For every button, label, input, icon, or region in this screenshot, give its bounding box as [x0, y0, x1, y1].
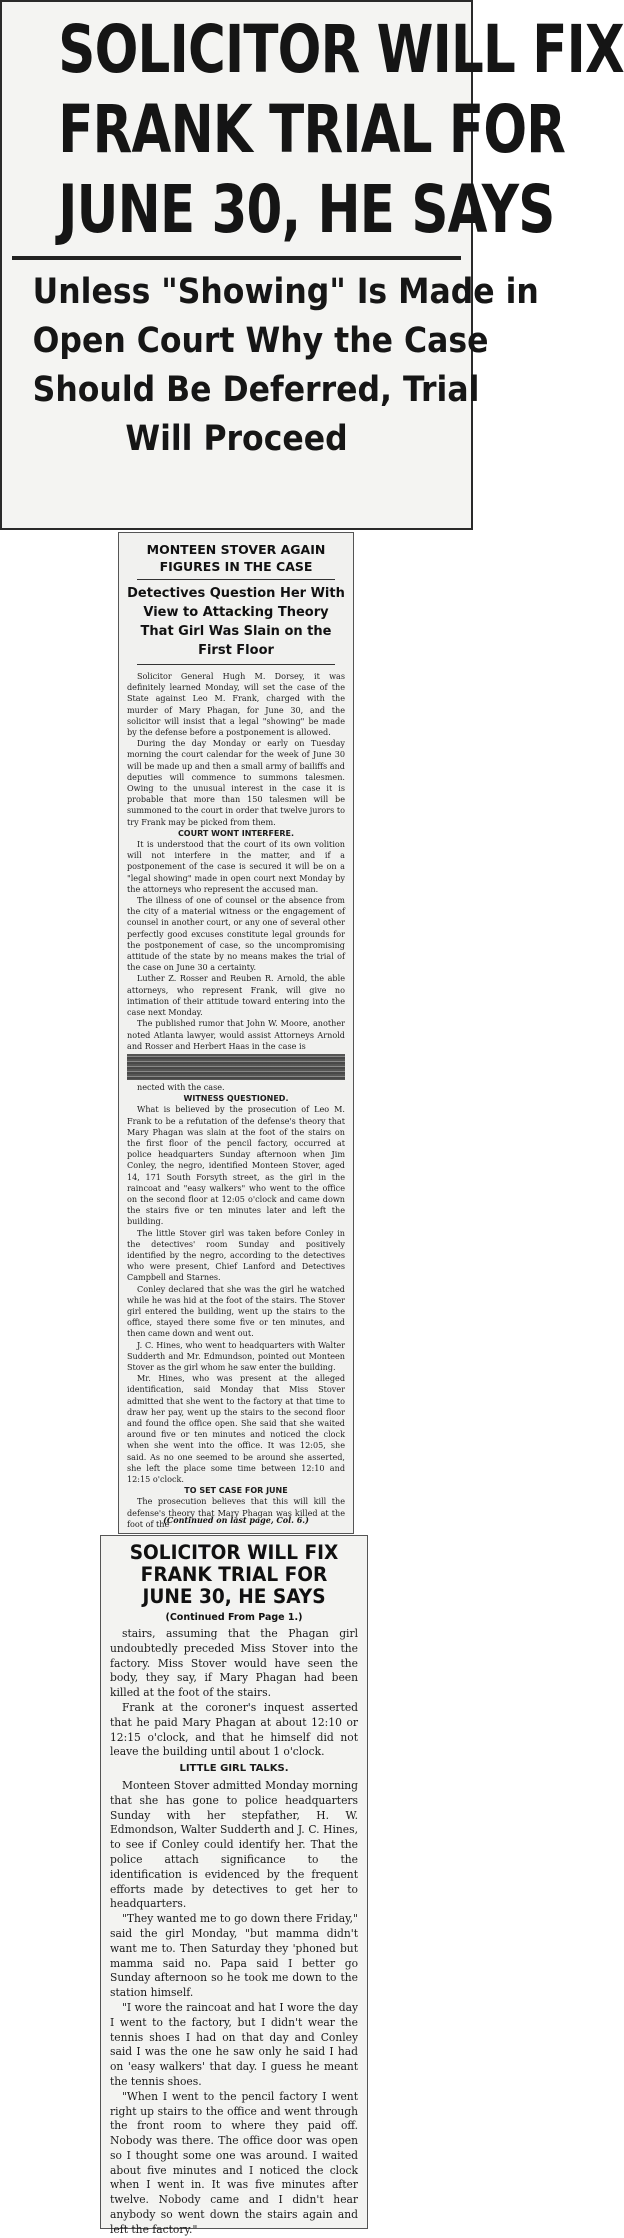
- subheadline-line: Should Be Deferred, Trial: [32, 370, 480, 410]
- column-deck: [125, 584, 347, 660]
- paragraph: "I wore the raincoat and hat I wore the day I went to the factory, but I didn't wear the tennis shoes I had on that day and Conley said I was the one he saw only he said I had on 'easy walkers' that day. I guess he meant the tennis shoes.: [110, 2000, 358, 2088]
- subheadline: [2, 268, 539, 464]
- headline-line: FRANK TRIAL FOR: [58, 91, 566, 168]
- article-body: [127, 671, 345, 1530]
- divider: [12, 256, 461, 260]
- section-subhead: WITNESS QUESTIONED.: [183, 1094, 289, 1104]
- column-deck-line: First Floor: [198, 643, 274, 658]
- paragraph: The little Stover girl was taken before Conley in the detectives' room Sunday and positively identified by the negro, according to the detectives who were present, Chief Lanford and Detectives Campbell and Starnes.: [127, 1227, 345, 1283]
- paragraph: What is believed by the prosecution of Leo M. Frank to be a refutation of the defense's theory that Mary Phagan was slain at the foot of the stairs on the first floor of the pencil factory, occurred at police headquarters Sunday afternoon when Jim Conley, the negro, identified Monteen Stover, aged 14, 171 South Forsyth street, as the girl in the raincoat and "easy walkers" who went to the office on the second floor at 12:05 o'clock and came down the stairs five or ten minutes later and left the building.: [127, 1104, 345, 1227]
- main-headline: [2, 2, 624, 250]
- section-subhead: LITTLE GIRL TALKS.: [179, 1763, 289, 1775]
- paragraph: The illness of one of counsel or the absence from the city of a material witness or the engagement of counsel in another court, or any one of several other perfectly good excuses constitute legal grounds for the postponement of case, so the uncompromising attitude of the state by no means makes the trial of the case on June 30 a certainty.: [127, 895, 345, 973]
- paragraph: "When I went to the pencil factory I went right up stairs to the office and went through the front room to where they paid off. Nobody was there. The office door was open so I thought some one was around. I waited about five minutes and I noticed the clock when I went in. It was five minutes after twelve. Nobody came and I didn't hear anybody so went down the stairs again and left the factory.": [110, 2089, 358, 2236]
- paragraph: During the day Monday or early on Tuesday morning the court calendar for the week of June 30 will be made up and then a small army of bailiffs and deputies will commence to summons talesmen. Owing to the unusual interest in the case it is probable that more than 150 talesmen will be summoned to the court in order that twelve jurors to try Frank may be picked from them.: [127, 738, 345, 827]
- paragraph: Solicitor General Hugh M. Dorsey, it was definitely learned Monday, will set the case of the State against Leo M. Frank, charged with the murder of Mary Phagan, for June 30, and the solicitor will insist that a legal "showing" be made by the defense before a postponement is allowed.: [127, 671, 345, 738]
- divider: [137, 664, 335, 665]
- continuation-headline-line: FRANK TRIAL FOR: [140, 1563, 328, 1586]
- headline-clipping: [0, 0, 624, 530]
- paragraph: stairs, assuming that the Phagan girl undoubtedly preceded Miss Stover into the factory. Miss Stover would have seen the body, they say, if Mary Phagan had been killed at the foot of the stairs.: [110, 1627, 358, 1700]
- paragraph: Frank at the coroner's inquest asserted that he paid Mary Phagan at about 12:10 or 12:15 o'clock, and that he himself did not leave the building until about 1 o'clock.: [110, 1700, 358, 1759]
- continuation-headline: [107, 1542, 361, 1608]
- continuation-headline-line: JUNE 30, HE SAYS: [142, 1585, 326, 1608]
- subheadline-line: Open Court Why the Case: [32, 321, 489, 361]
- subheadline-line: Unless "Showing" Is Made in: [32, 272, 539, 312]
- column-headline-line: MONTEEN STOVER AGAIN: [146, 542, 326, 557]
- continuation-headline-line: SOLICITOR WILL FIX: [129, 1541, 339, 1564]
- column-deck-line: Detectives Question Her With: [127, 586, 345, 601]
- paragraph: "They wanted me to go down there Friday," said the girl Monday, "but mamma didn't want me to. Then Saturday they 'phoned but mamma said no. Papa said I better go Sunday afternoon so he took me down to the station himself.: [110, 1912, 358, 2000]
- smudged-print-area: [127, 1054, 345, 1080]
- column-deck-line: That Girl Was Slain on the: [140, 624, 332, 639]
- continued-from-note: (Continued From Page 1.): [165, 1612, 303, 1623]
- continuation-clipping: [100, 1535, 368, 2236]
- divider: [137, 579, 335, 580]
- paragraph: J. C. Hines, who went to headquarters with Walter Sudderth and Mr. Edmundson, pointed out Monteen Stover as the girl whom he saw enter the building.: [127, 1339, 345, 1372]
- paragraph: Mr. Hines, who was present at the alleged identification, said Monday that Miss Stover admitted that she went to the factory at that time to draw her pay, went up the stairs to the second floor and found the office open. She said that she waited around five or ten minutes and noticed the clock when she went into the office. It was 12:05, she said. As no one seemed to be around she asserted, she left the place some time between 12:10 and 12:15 o'clock.: [127, 1373, 345, 1485]
- paragraph: Conley declared that she was the girl he watched while he was hid at the foot of the stairs. The Stover girl entered the building, went up the stairs to the office, stayed there some five or ten minutes, and then came down and went out.: [127, 1283, 345, 1339]
- paragraph: nected with the case.: [137, 1081, 225, 1092]
- column-headline: [125, 541, 347, 575]
- paragraph: Luther Z. Rosser and Reuben R. Arnold, the able attorneys, who represent Frank, will give no intimation of their attitude toward entering into the case next Monday.: [127, 973, 345, 1018]
- paragraph: The prosecution believes that this will kill the defense's theory that Mary Phagan was killed at the foot of the: [127, 1496, 345, 1529]
- paragraph: Monteen Stover admitted Monday morning that she has gone to police headquarters Sunday with her stepfather, H. W. Edmondson, Walter Sudderth and J. C. Hines, to see if Conley could identify her. That the police attach significance to the identification is evidenced by the frequent efforts made by detectives to get her to headquarters.: [110, 1778, 358, 1911]
- continuation-body: [110, 1627, 358, 2238]
- headline-line: SOLICITOR WILL FIX: [58, 11, 624, 88]
- headline-line: JUNE 30, HE SAYS: [58, 171, 555, 248]
- column-headline-line: FIGURES IN THE CASE: [159, 559, 313, 574]
- paragraph: It is understood that the court of its own volition will not interfere in the matter, and if a postponement of the case is secured it will be on a "legal showing" made in open court next Monday by the attorneys who represent the accused man.: [127, 839, 345, 894]
- column-deck-line: View to Attacking Theory: [143, 605, 329, 620]
- paragraph: The published rumor that John W. Moore, another noted Atlanta lawyer, would assist Attorneys Arnold and Rosser and Herbert Haas in the case is: [127, 1018, 345, 1051]
- section-subhead: TO SET CASE FOR JUNE: [184, 1486, 288, 1496]
- continued-note: (Continued on last page, Col. 6.): [163, 1515, 309, 1525]
- article-column-clipping: [118, 532, 354, 1534]
- subheadline-line: Will Proceed: [125, 419, 348, 459]
- section-subhead: COURT WONT INTERFERE.: [177, 828, 295, 838]
